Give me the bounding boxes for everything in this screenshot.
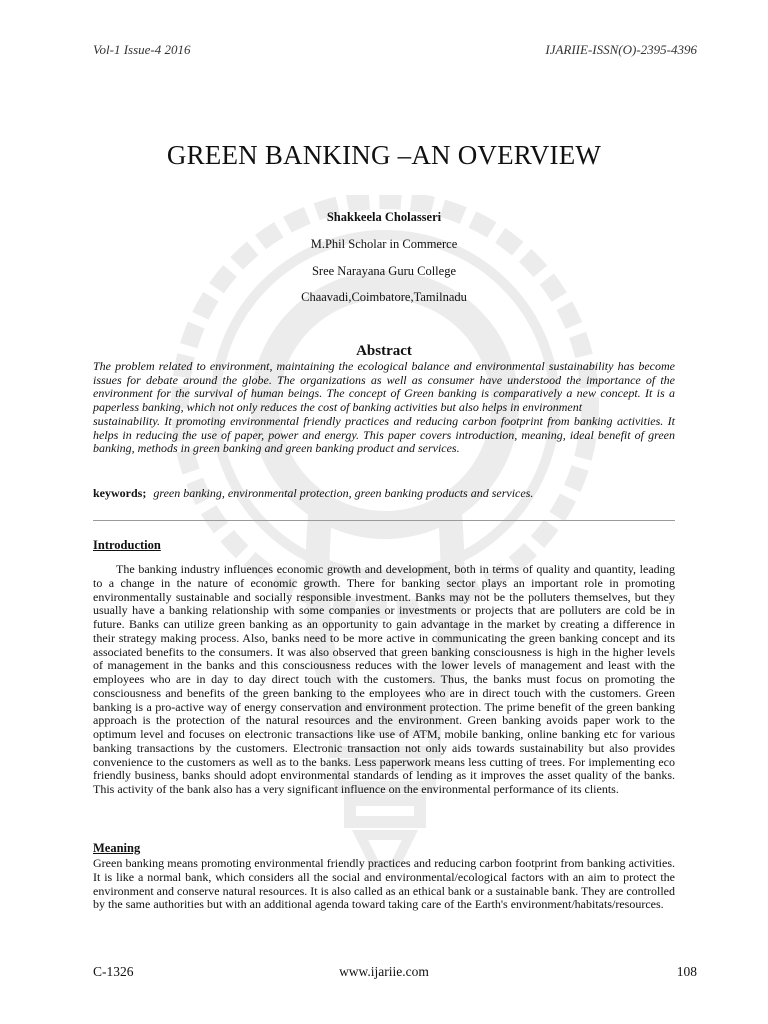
keywords-label: keywords;	[93, 486, 147, 500]
author-location: Chaavadi,Coimbatore,Tamilnadu	[301, 290, 467, 304]
abstract-body	[93, 360, 675, 456]
author-name: Shakkeela Cholasseri	[326, 210, 442, 224]
abstract-heading: Abstract	[356, 343, 412, 359]
keywords	[93, 486, 675, 501]
meaning-body: Green banking means promoting environmental friendly practices and reducing carbon footprint from banking activities. It is like a normal bank, which considers all the social and environmental/ecological factors with an aim to protect the environment and conserve natural resources. It is also called as an ethical bank or a sustainable bank. They are controlled by the same authorities but with an additional agenda toward taking care of the Earth's environment/habitats/resources.	[93, 856, 675, 912]
journal-issn: IJARIIE-ISSN(O)-2395-4396	[545, 42, 697, 57]
footer-paper-code: C-1326	[93, 964, 134, 979]
abstract-paragraph: The problem related to environment, maintaining the ecological balance and environmental sustainability has become issues for debate around the globe. The organizations as well as consumer have understood the importance of the environment for the survival of human beings. The concept of Green banking is comparatively a new concept. It is a paperless banking, which not only reduces the cost of banking activities but also helps in environment	[93, 359, 675, 415]
paper-title: GREEN BANKING –AN OVERVIEW	[166, 140, 602, 170]
introduction-body: The banking industry influences economic growth and development, both in terms of quality and quantity, leading to a change in the nature of economic growth. There for banking sector plays an important role in promoting environmentally sustainable and socially responsible investment. Banks may not be the polluters themselves, but they usually have a banking relationship with some companies or investments or projects that are polluters are cold be in future. Banks can utilize green banking as an opportunity to gain advantage in the market by creating a difference in their strategy making process. Also, banks need to be more active in communicating the green banking concept and its associated benefits to the consumers. It was also observed that green banking consciousness is high in the higher levels of management in the banks and this consciousness reduces with the lower levels of management and least with the employees who are in day to day direct touch with the customers. Thus, the banks must focus on promoting the consciousness and benefits of the green banking to the employees who are in direct touch with the customers. Green banking is a pro-active way of energy conservation and environment protection. The prime benefit of the green banking approach is the protection of the natural resources and the environment. Green banking avoids paper work to the optimum level and focuses on electronic transactions like use of ATM, mobile banking, online banking etc for various banking transactions by the customers. Electronic transaction not only aids towards sustainability but also provides convenience to the customers as well as to the banks. Less paperwork means less cutting of trees. For implementing eco friendly business, banks should adopt environmental standards of lending as it improves the asset quality of the banks. This activity of the bank also has a very significant influence on the environmental performance of its clients.	[93, 562, 675, 796]
section-divider	[93, 520, 675, 521]
introduction-heading: Introduction	[93, 538, 161, 552]
meaning-heading: Meaning	[93, 841, 141, 855]
footer-page-number: 108	[676, 964, 697, 979]
author-position: M.Phil Scholar in Commerce	[310, 237, 458, 251]
footer-website: www.ijariie.com	[339, 964, 429, 979]
author-college: Sree Narayana Guru College	[311, 264, 457, 278]
abstract-paragraph: sustainability. It promoting environmental friendly practices and reducing carbon footprint from banking activities. It helps in reducing the use of paper, power and energy. This paper covers introduction, meaning, ideal benefit of green banking, methods in green banking and green banking product and services.	[93, 413, 675, 456]
keywords-text: green banking, environmental protection, green banking products and services.	[150, 486, 534, 500]
journal-volume-issue: Vol-1 Issue-4 2016	[93, 42, 191, 57]
